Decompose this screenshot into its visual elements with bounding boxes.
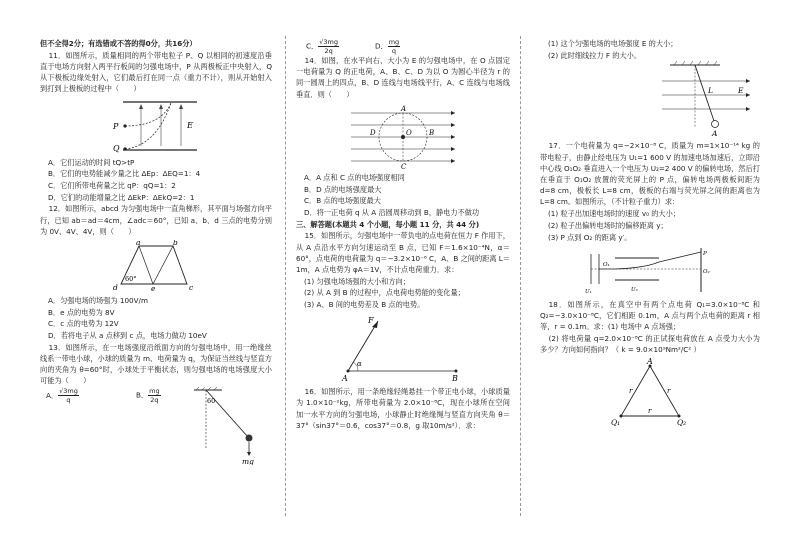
- q13-options-cd: [306, 38, 510, 55]
- q18-label-q2: Q₂: [677, 418, 687, 427]
- q11-option-a: A．它们运动的时间 tQ>tP: [48, 157, 135, 167]
- q17-label-p: P: [703, 250, 707, 257]
- q13-stem: 13．如图所示，在一电场强度沿纸面方向的匀强电场中，用一绝缘丝线系一带电小球，小球的质量为 m、电荷量为 q，为保证当丝线与竖直方向的夹角为 θ=60°时，小球处于平衡状态，则匀强电场的电场强度大小可能为（ ）: [40, 342, 272, 386]
- q14-option-c: C．B 点的电场强度最大: [304, 196, 381, 206]
- q13-option-a: [46, 387, 79, 405]
- q16-label-a: A: [712, 129, 718, 138]
- q15-part-3: (3) A、B 间的电势差及 B 点的电势。: [304, 300, 425, 310]
- q13-option-d: [375, 38, 400, 55]
- q13-option-b-den: 2q: [150, 396, 159, 405]
- q12-label-a: a: [136, 239, 141, 247]
- q14-label-a: A: [401, 104, 407, 113]
- q15-part-1: (1) 匀强电场场强的大小和方向；: [304, 276, 410, 286]
- q16-part-2: (2) 此时细线拉力 F 的大小。: [548, 50, 642, 60]
- q12-label-e: e: [151, 283, 156, 292]
- q13-angle-label: 60: [207, 397, 216, 406]
- q13-option-b-num: mg: [149, 387, 160, 396]
- q11-option-c: C．它们所带电荷量之比 qP：qQ=1：2: [48, 180, 176, 190]
- q17-label-u2: U₂: [631, 286, 638, 293]
- q13-option-c-num: √3mg: [319, 38, 338, 46]
- q15-label-a: A: [342, 374, 348, 384]
- q11-label-e: E: [187, 120, 193, 130]
- column-separator: [285, 36, 286, 516]
- q11-figure: [101, 98, 211, 154]
- q18-label-r-left: r: [629, 387, 633, 396]
- q18-label-a: A: [647, 358, 653, 367]
- q17-label-u1: U₁: [585, 288, 592, 295]
- q17-part-1: (1) 粒子出加速电场时的速度 v₀ 的大小；: [548, 209, 680, 219]
- q16-figure: [658, 61, 758, 137]
- column-separator: [520, 36, 521, 516]
- section-note: 但不全得2分；有选错或不答的得0分，共16分）: [40, 39, 197, 48]
- q13-option-d-frac: [388, 38, 400, 55]
- q14-option-a: A．A 点和 C 点的电场强度相同: [304, 172, 405, 182]
- q13-option-c-den: 2q: [324, 47, 333, 55]
- q14-label-b: B: [429, 128, 435, 137]
- q13-option-d-den: q: [391, 47, 396, 55]
- q11-label-q: Q: [113, 143, 120, 153]
- part3-title: 三、解答题(本题共 4 个小题，每小题 11 分，共 44 分): [296, 219, 480, 229]
- q17-label-o1: O₁: [603, 261, 610, 268]
- column-middle: [296, 38, 510, 432]
- q17-label-o2: O₂: [703, 268, 710, 275]
- q14-label-c: C: [401, 162, 407, 169]
- q12-label-b: b: [173, 239, 178, 247]
- q18-label-r-right: r: [667, 387, 671, 396]
- q13-options-ab: [46, 387, 136, 404]
- q13-mg-label: mg: [242, 457, 254, 466]
- q11-label-p: P: [113, 121, 119, 131]
- q13-option-a-letter: A．: [46, 390, 59, 400]
- q18-part-2: (2) 将电荷量 q=2.0×10⁻⁸C 的正试探电荷放在 A 点受力大小为多少？方向如何指向？（ k = 9.0×10⁹Nm²/C² ）: [540, 333, 760, 355]
- q15-part-2: (2) 从 A 到 B 的过程中，点电荷电势能的变化量；: [304, 288, 465, 298]
- q16-part-1: (1) 这个匀强电场的电场强度 E 的大小；: [548, 39, 678, 48]
- q16-label-e: E: [738, 86, 744, 96]
- q18-stem: 18．如图所示，在真空中有两个点电荷 Q₁=3.0×10⁻⁸C 和 Q₂=−3.0×10⁻⁸C，它们相距 0.1m，A 点与两个点电荷的距离 r 相等，r = 0.1m。求：(1) 电场中 A 点场强；: [540, 299, 760, 332]
- q13-option-b-frac: [148, 387, 160, 404]
- q14-label-o: O: [406, 128, 412, 137]
- q12-label-d: d: [113, 282, 118, 292]
- q15-figure: [328, 313, 478, 383]
- q13-option-c: [306, 38, 339, 55]
- q13-option-c-frac: [318, 38, 339, 55]
- q15-label-alpha: α: [357, 360, 362, 369]
- q13-figure: [186, 387, 268, 465]
- q12-option-b: B．e 点的电势为 8V: [48, 307, 115, 317]
- q12-figure: [101, 240, 211, 292]
- q14-option-b: B．D 点的电场强度最大: [304, 184, 382, 194]
- q12-option-c: C．c 点的电势为 12V: [48, 319, 119, 329]
- q11-option-d: D．它们的动能增量之比 ΔEkP：ΔEkQ=2：1: [48, 192, 195, 202]
- q16-stem: 16．如图所示，用一条绝缘轻绳悬挂一个带正电小球，小球质量为 1.0×10⁻²kg，所带电荷量为 2.0×10⁻⁸C，现在小球所在空间加一水平方向的匀强电场，小球静止时绝缘绳与竖直方向夹角 θ＝37°（sin37°＝0.6，cos37°＝0.8，g 取10m/s²）．求：: [296, 387, 510, 430]
- q13-options-row: [40, 387, 272, 465]
- q14-option-d: D．将一正电荷 q 从 A 沿圆周移动到 B，静电力不做功: [304, 207, 480, 217]
- q16-label-l: L: [708, 86, 713, 96]
- q12-angle-label: 60°: [125, 274, 137, 283]
- q15-stem: 15．如图所示，匀强电场中一带负电的点电荷在恒力 F 作用下，从 A 点沿水平方向匀速运动至 B 点，已知 F＝1.6×10⁻⁴N，α＝60°，点电荷的电荷量为 q＝−3.2×10⁻⁶ C，A、B 之间的距离 L＝1m，A 点电势为 φA＝1V，不计点电荷重力．求：: [296, 231, 510, 274]
- q18-figure: [605, 358, 695, 426]
- q13-option-d-num: mg: [388, 38, 400, 46]
- q17-part-3: (3) P 点到 O₂ 的距离 y′。: [548, 232, 632, 242]
- column-right: [540, 38, 760, 429]
- q13-option-b-letter: B．: [136, 390, 149, 400]
- q13-option-b: [136, 387, 186, 404]
- q13-option-a-num: √3mg: [59, 387, 78, 396]
- q13-option-a-den: q: [66, 396, 71, 405]
- q12-label-c: c: [189, 282, 194, 292]
- q15-label-b: B: [452, 374, 458, 384]
- q18-label-r-bottom: r: [648, 407, 652, 416]
- q17-figure: [585, 246, 715, 296]
- q12-option-d: D．若将电子从 a 点移到 c 点，电场力做功 10eV: [48, 331, 207, 341]
- q11-stem: 11．如图所示，质量相同的两个带电粒子 P、Q 以相同的初速度沿垂直于电场方向射入两平行板间的匀强电场中，P 从两极板正中央射入，Q 从下极板边缘处射入，它们最后打在同一点（重力不计），则从开始射入到打到上极板的过程中（ ）: [40, 50, 272, 94]
- column-left: [40, 38, 272, 465]
- q14-label-d: D: [370, 128, 376, 137]
- q15-label-f: F: [368, 316, 374, 326]
- q13-option-a-frac: [58, 387, 79, 404]
- q17-stem: 17．一个电荷量为 q=−2×10⁻⁸ C，质量为 m=1×10⁻¹⁴ kg 的带电粒子，由静止经电压为 U₁=1 600 V 的加速电场加速后，立即沿中心线 O₁O₂ 垂直进入一个电压为 U₂=2 400 V 的偏转电场，然后打在垂直于 O₁O₂ 放置的荧光屏上的 P 点，偏转电场两极板间距为 d=8 cm，极板长 L=8 cm，极板的右端与荧光屏之间的距离也为 L=8 cm。如图所示，（不计粒子重力）求：: [540, 141, 760, 207]
- q11-option-b: B．它们的电势能减少量之比 ΔEp：ΔEQ=1：4: [48, 169, 201, 179]
- q14-stem: 14．如图，在水平向右、大小为 E 的匀强电场中，在 O 点固定一电荷量为 Q 的正电荷，A、B、C、D 为以 O 为圆心半径为 r 的同一圆周上的四点，B、D 连线与电场线平行，A、C 连线与电场线垂直．则（ ）: [296, 56, 510, 99]
- q14-figure: [343, 103, 463, 169]
- q13-option-d-letter: D．: [374, 41, 388, 51]
- q12-stem: 12．如图所示，abcd 为匀强电场中一直角梯形，其平面与场强方向平行，已知 ab＝ad＝4cm，∠adc＝60°，已知 a、b、d 三点的电势分别为 0V、4V、4V，则（ ）: [40, 204, 272, 236]
- q12-option-a: A．匀强电场的场强为 100V/m: [48, 295, 148, 305]
- q13-option-c-letter: C．: [306, 41, 319, 51]
- q18-label-q1: Q₁: [611, 418, 621, 427]
- q17-part-2: (2) 粒子出偏转电场时的偏移距离 y；: [548, 220, 668, 230]
